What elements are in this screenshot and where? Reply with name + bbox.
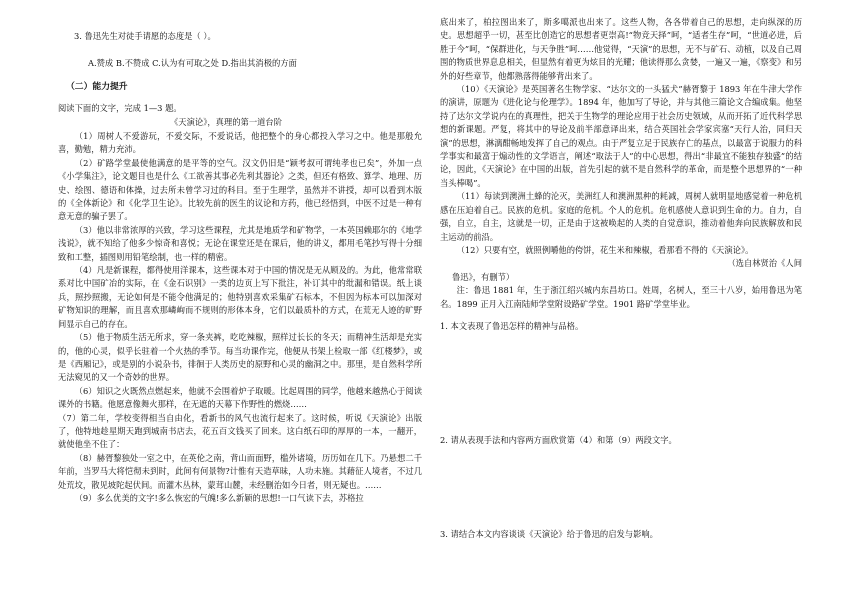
paragraph-1: （1）周树人不爱游玩，不爱交际，不爱说话，他把整个的身心都投入学习之中。他是那般允喜，勤勉，精力充沛。 (58, 131, 422, 155)
paragraph-9: （9）多么优美的文字!多么恢宏的气魄!多么新颖的思想!一口气读下去，苏格拉 (74, 492, 364, 503)
question-3-choice: 3. 鲁迅先生对徒手请愿的态度是（ ）。 (74, 31, 216, 41)
section-heading: （二）能力提升 (66, 82, 128, 92)
article-body-right (440, 16, 802, 311)
source-citation-end: 鲁迅》，有删节） (452, 271, 515, 282)
paragraph-7: （7）第二年，学校变得相当自由化，看新书的风气也流行起来了。这时候，听说《天演论》出版了，他特地趁星期天跑到城南书店去，花五百文钱买了回来。这白纸石印的厚厚的一本，一翻开，就使他坐不住了： (58, 412, 422, 450)
paragraph-3: （3）他以非常浓厚的兴致，学习这些课程，尤其是地质学和矿物学，一本英国赖耶尔的《地学浅说》，就不知给了他多少惊奇和喜悦；无论在课堂还是在课后，他的讲义，都用毛笔抄写得十分细致和工整，插图则用铅笔绘制，也一样的精密。 (58, 224, 422, 262)
paragraph-8: （8）赫胥黎独处一室之中，在英伦之南，背山而面野，槛外诸境，历历如在几下。乃悬想二千年前，当罗马大将恺彻未到时，此间有何景物?计惟有天造草昧，人功未施。其藉征人境者，不过几处荒坟，散见坡陀起伏间。而灌木丛林，蒙茸山麓，未经删治如今日者，则无疑也。…… (58, 452, 422, 490)
paragraph-10: （10）《天演论》是英国著名生物学家、“达尔文的一头猛犬”赫胥黎于 1893 年在牛津大学作的演讲，原题为《进化论与伦理学》。1894 年，他加写了导论，并与其他三篇论文合编成集。他坚持了达尔文学说内在的真理性，把关于生物学的理论应用于社会历史领域，从而开拓了近代科学思想的新课题。严复，将其中的导论及前半部意译出来，结合英国社会学家宾塞“天行人治，同归天演”的思想，淋漓酣畅地发挥了自己的观点。由于严复立足于民族存亡的基点，以最富于说服力的科学事实和最富于煽动性的文学语言，阐述“取法于人”的中心思想，得出“非最宜不能独存独盛”的结论，因此，《天演论》在中国的出版，首先引起的就不是自然科学的革命，而是整个思想界的“一种当头棒喝”。 (440, 84, 802, 188)
paragraph-5: （5）他于物质生活无所求，穿一条夹裤，吃吃辣椒，照样过长长的冬天；而精神生活却是充实的，他的心灵，似乎长驻着一个火热的季节。每当功课作完，他便从书架上检取一部《红楼梦》，或是《西厢记》，或是别的小说杂书，徘徊于人类历史的原野和心灵的幽洞之中。那里，是自然科学所无法窥见的又一个奇妙的世界。 (58, 332, 422, 383)
article-body-left (58, 130, 422, 505)
paragraph-9-continued: 底出来了，柏拉图出来了，斯多噶派也出来了。这些人物，各各带着自己的思想，走向纵深的历史。思想超乎一切，甚至比创造它的思想者更崇高!“物竞天择”呵，“适者生存”呵，“世道必进，后胜于今”呵，“保群进化，与天争胜”呵……他觉得，“天演”的思想，无不与矿石、动植，以及自己周围的物质世界息息相关，但显然有着更为炫目的光耀；他读得那么贪婪，一遍又一遍，《察变》和另外的好些章节，他都熟落得能够背出来了。 (440, 17, 802, 81)
paragraph-4: （4）凡是新课程，都得使用洋课本，这些课本对于中国的情况是无从顾及的。为此，他常常联系对比中国矿冶的实际，在《金石识别》一类的边页上写下批注，补订其中的纰漏和错误。纸上谈兵，照抄照搬，无论如何是不能令他满足的；他特别喜欢采集矿石标本，不但因为标本可以加深对矿物知识的理解，而且喜欢那嶙峋而不规则的形体本身，它们以最质朴的方式，在荒无人迹的旷野间显示自己的存在。 (58, 265, 422, 329)
question-2: 2. 请从表现手法和内容两方面欣赏第（4）和第（9）两段文字。 (440, 435, 677, 445)
reading-instruction: 阅读下面的文字，完成 1—3 题。 (58, 103, 182, 113)
author-note: 注：鲁迅 1881 年，生于浙江绍兴城内东昌坊口。姓周，名树人，至三十八岁，始用鲁迅为笔名。1899 正月入江南陆师学堂附设路矿学堂。1901 路矿学堂毕业。 (440, 285, 802, 309)
article-title: 《天演论》，真理的第一道台阶 (170, 117, 283, 127)
source-citation: （选自林贤治《人间 (727, 258, 802, 269)
paragraph-2: （2）矿路学堂最使他满意的是平等的空气。汉文仍旧是“颖考叔可谓纯孝也已矣”，外加一点《小学集注》，论文题目也是什么《工欲善其事必先利其器论》之类，但还有格致、算学、地理、历史、绘图、德语和体操，过去所未曾学习过的科目。至于生理学，虽然并不讲授，却可以看到木版的《全体新论》和《化学卫生论》。比较先前的医生的议论和方药，他已经悟到，中医不过是一种有意无意的骗子罢了。 (58, 157, 422, 222)
paragraph-12: （12）只要有空，就照例嚼他的侉饼，花生米和辣椒，看那看不得的《天演论》。 (456, 244, 754, 255)
paragraph-6: （6）知识之火既然点燃起来，他就不会围着炉子取暖。比起周围的同学，他越来越热心于阅读课外的书籍。他愿意像舞火那样，在无遮的天幕下作野性的燃烧…… (58, 385, 422, 410)
paragraph-11: （11）每读到澳洲土蜂的沦灭，美洲红人和澳洲黑种的耗减，周树人就明显地感觉着一种危机感在压迫着自己。民族的危机。家庭的危机。个人的危机。危机感使人意识到生命的力。自力，自强，自立，自主，这就是一切，正是由于这被唤起的人类的自觉意识，推动着他奔向民族解放和民主运动的前沿。 (440, 191, 802, 242)
question-3-options: A.赞成 B.不赞成 C.认为有可取之处 D.指出其消极的方面 (88, 58, 297, 68)
question-1: 1. 本文表现了鲁迅怎样的精神与品格。 (440, 321, 584, 331)
question-3: 3. 请结合本文内容谈谈《天演论》给于鲁迅的启发与影响。 (440, 529, 658, 539)
